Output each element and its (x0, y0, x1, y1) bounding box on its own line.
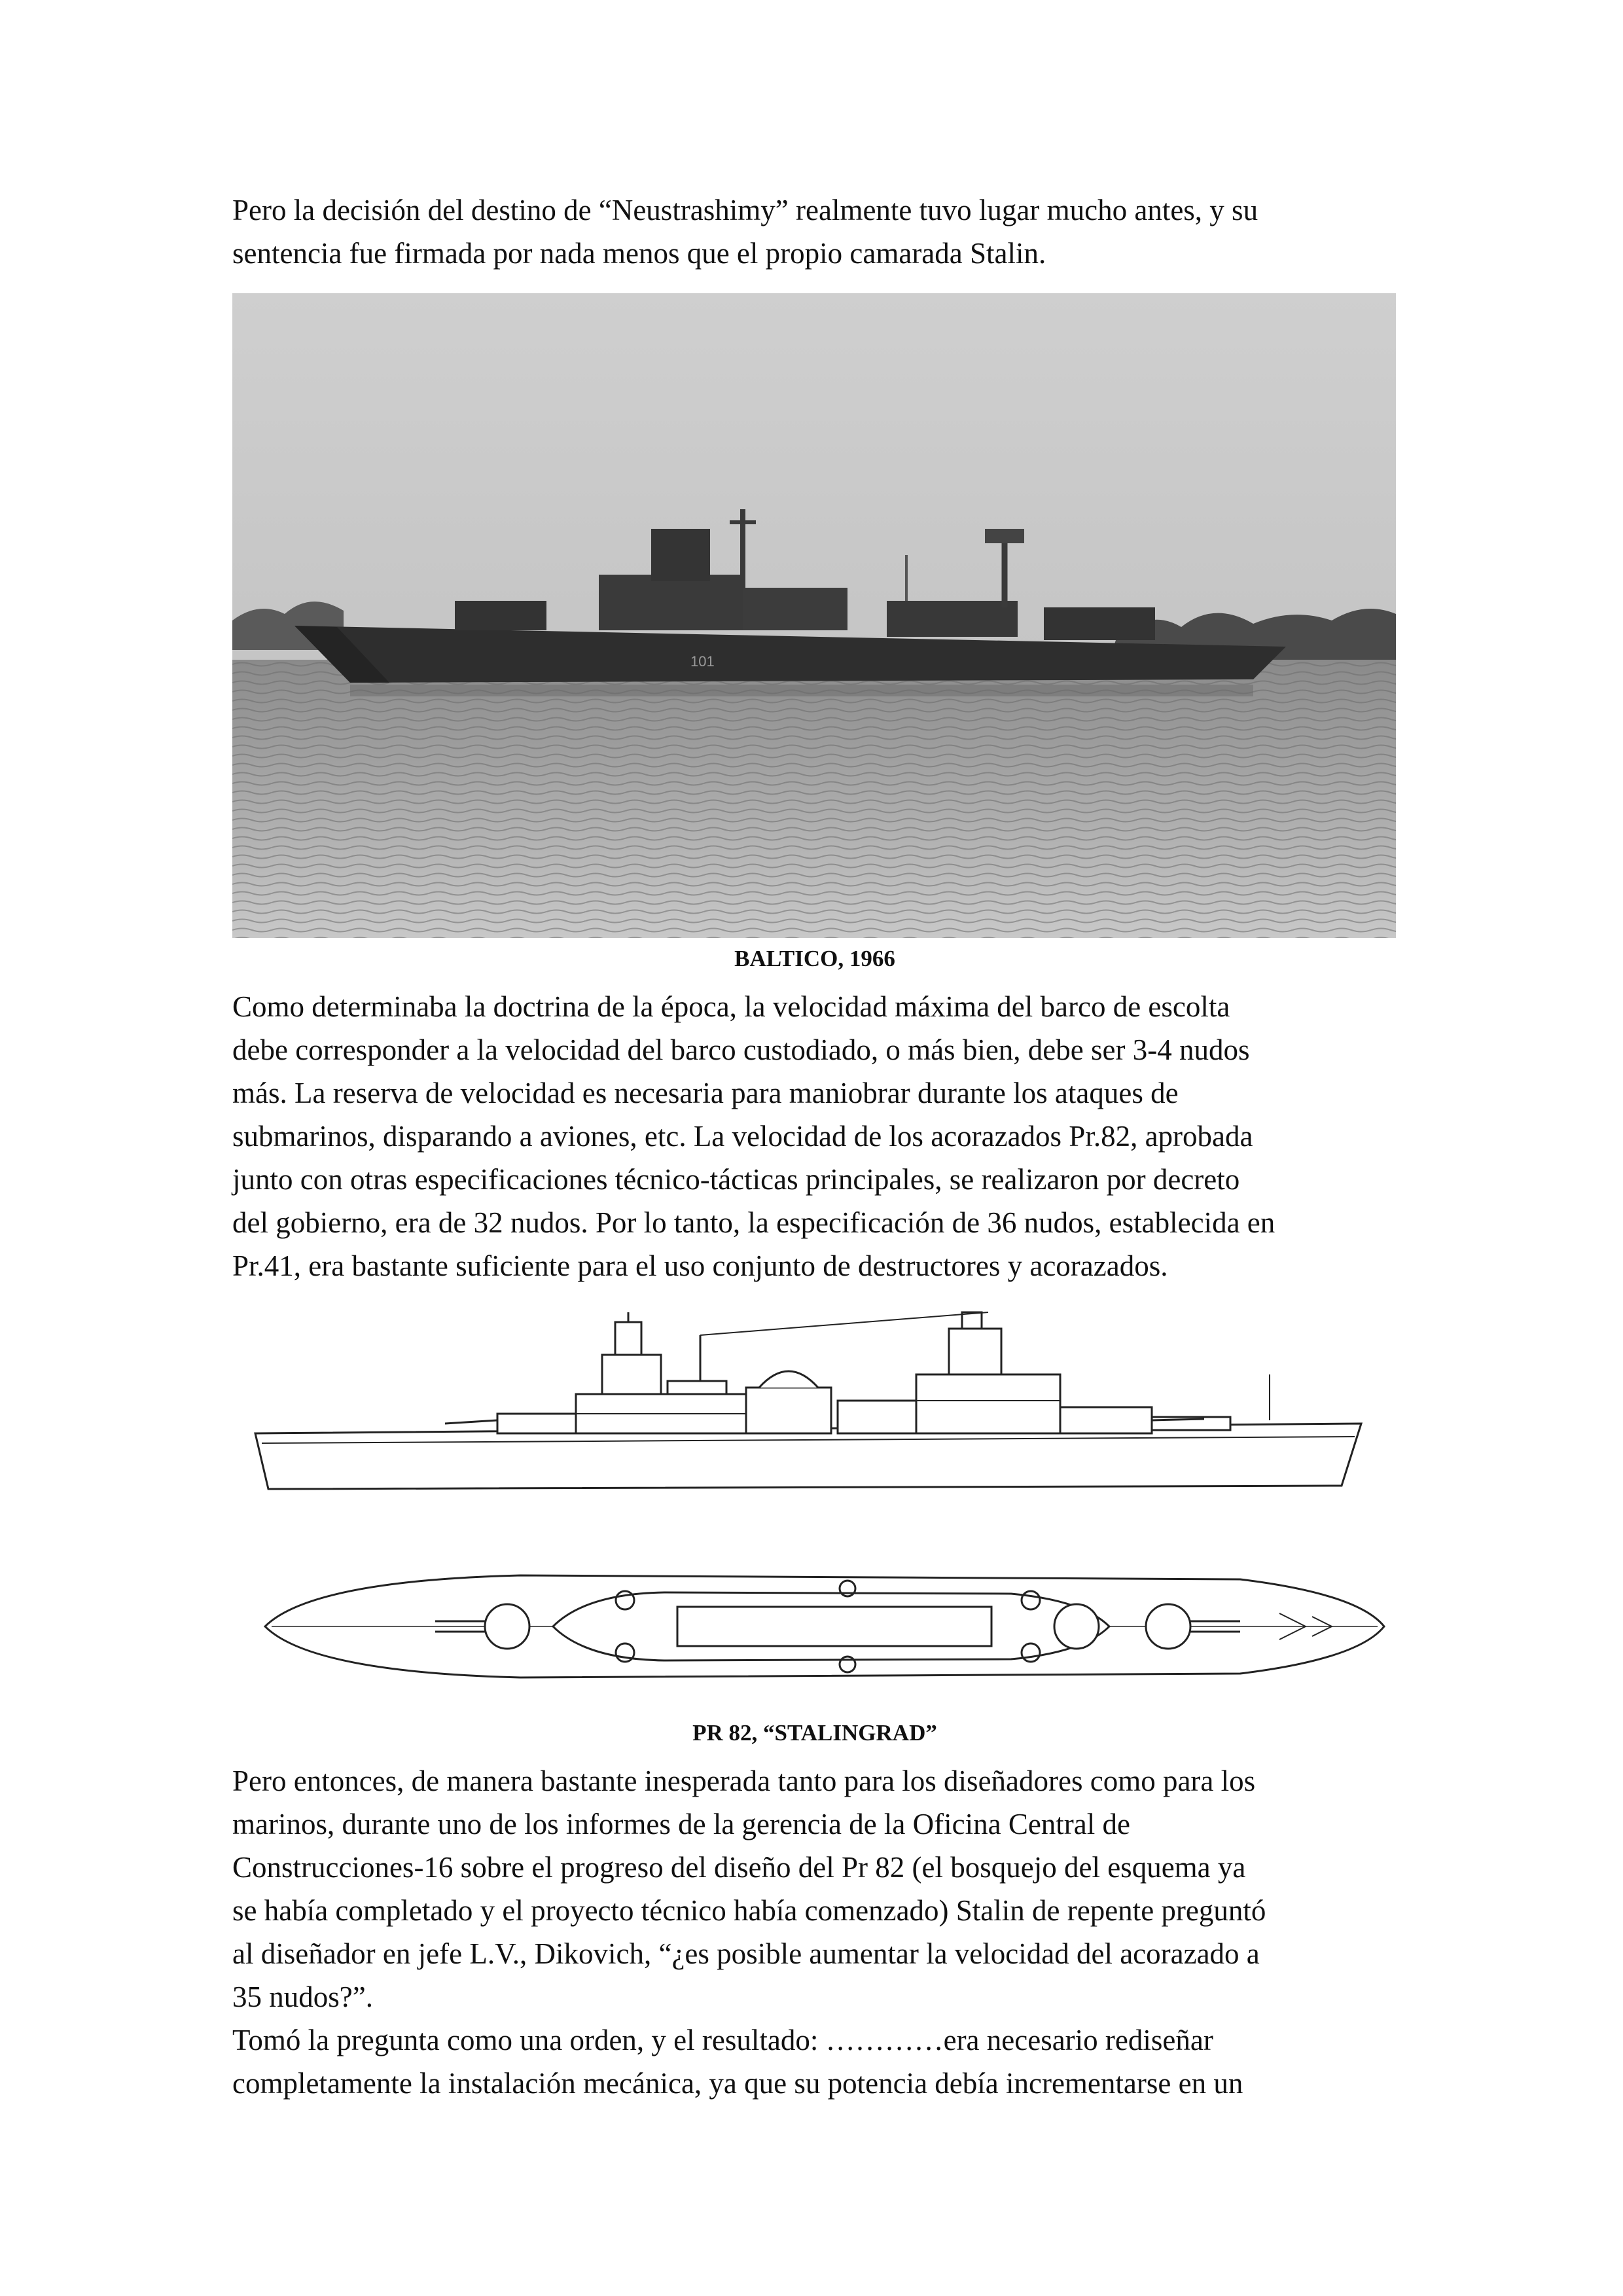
text-line: Pero entonces, de manera bastante inesperada tanto para los diseñadores como para los (232, 1765, 1256, 1797)
hull-number: 101 (690, 653, 715, 670)
text-line: se había completado y el proyecto técnico había comenzado) Stalin de repente preguntó (232, 1894, 1266, 1927)
caption-baltico: BALTICO, 1966 (734, 946, 895, 971)
text-line: completamente la instalación mecánica, ya que su potencia debía incrementarse en un (232, 2067, 1243, 2100)
text-line: Pr.41, era bastante suficiente para el uso conjunto de destructores y acorazados. (232, 1249, 1168, 1282)
text-line: Pero la decisión del destino de “Neustrashimy” realmente tuvo lugar mucho antes, y su (232, 194, 1258, 226)
text-line: sentencia fue firmada por nada menos que el propio camarada Stalin. (232, 237, 1046, 270)
drawing-stalingrad-plan (259, 1568, 1391, 1685)
text-line: del gobierno, era de 32 nudos. Por lo tanto, la especificación de 36 nudos, establecida en (232, 1206, 1275, 1239)
drawing-stalingrad-profile (249, 1309, 1387, 1512)
text-line: junto con otras especificaciones técnico-tácticas principales, se realizaron por decreto (232, 1163, 1240, 1196)
text-line: Como determinaba la doctrina de la época, la velocidad máxima del barco de escolta (232, 990, 1230, 1023)
text-line: 35 nudos?”. (232, 1981, 373, 2013)
text-line: submarinos, disparando a aviones, etc. La velocidad de los acorazados Pr.82, aprobada (232, 1120, 1253, 1153)
photo-destroyer-baltic (232, 293, 1396, 938)
text-line: al diseñador en jefe L.V., Dikovich, “¿es posible aumentar la velocidad del acorazado a (232, 1937, 1260, 1970)
text-line: marinos, durante uno de los informes de la gerencia de la Oficina Central de (232, 1808, 1130, 1840)
text-line: Construcciones-16 sobre el progreso del diseño del Pr 82 (el bosquejo del esquema ya (232, 1851, 1246, 1884)
paragraph-doctrine (232, 985, 1397, 1287)
text-line: debe corresponder a la velocidad del barco custodiado, o más bien, debe ser 3-4 nudos (232, 1033, 1250, 1066)
text-line: Tomó la pregunta como una orden, y el resultado: …………era necesario rediseñar (232, 2024, 1213, 2056)
paragraph-stalin-question (232, 1759, 1397, 2105)
caption-stalingrad: PR 82, “STALINGRAD” (692, 1720, 937, 1746)
text-line: más. La reserva de velocidad es necesaria para maniobrar durante los ataques de (232, 1077, 1179, 1109)
paragraph-intro (232, 188, 1397, 275)
